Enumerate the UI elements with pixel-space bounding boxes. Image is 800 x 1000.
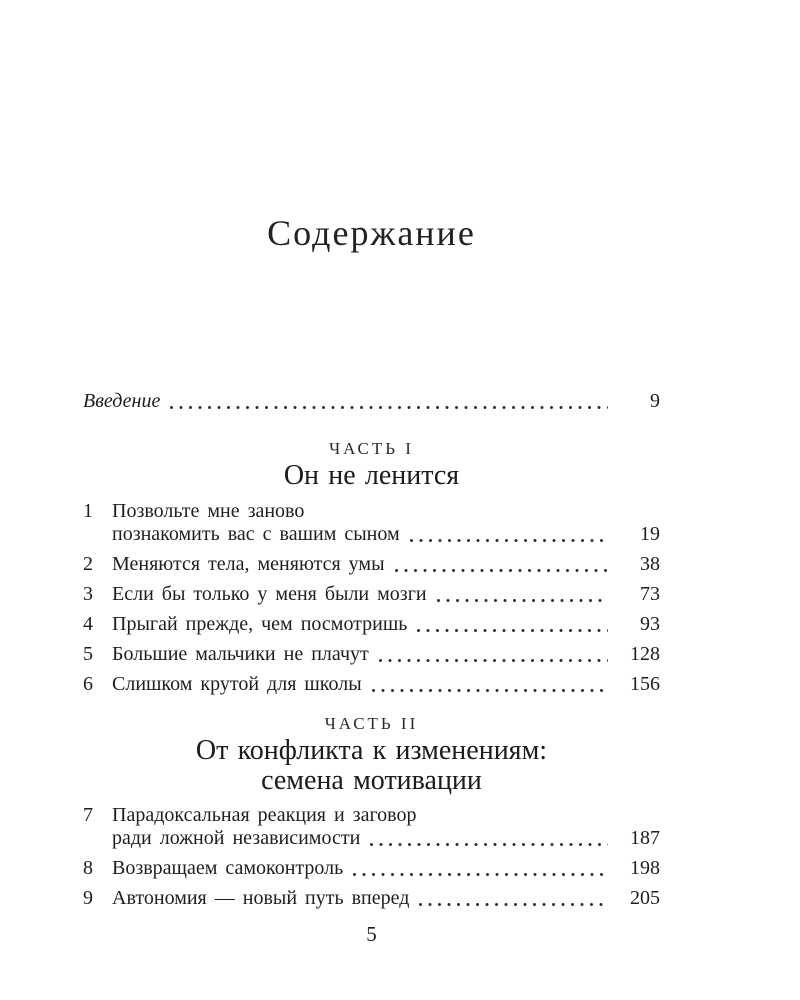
entry-body	[112, 857, 660, 880]
entry-last-line	[112, 613, 660, 636]
toc-entry	[83, 553, 660, 576]
entry-body	[112, 804, 660, 850]
entry-body	[112, 583, 660, 606]
toc-entry	[83, 643, 660, 666]
entry-title-line: Позвольте мне заново	[112, 500, 305, 522]
part-2-kicker: ЧАСТЬ II	[324, 714, 419, 733]
entry-number: 8	[83, 857, 93, 879]
entry-last-line	[112, 827, 660, 850]
dots-leader	[419, 903, 608, 906]
entry-page-number: 198	[630, 857, 660, 879]
entry-number: 4	[83, 613, 93, 635]
entry-page-number: 73	[640, 583, 660, 605]
page-title: Содержание	[267, 213, 476, 253]
dots-leader	[353, 873, 608, 876]
entry-body	[112, 500, 660, 546]
entry-page-number: 187	[630, 827, 660, 849]
entry-number: 5	[83, 643, 93, 665]
dots-leader	[395, 569, 608, 572]
entry-number: 9	[83, 887, 93, 909]
toc-entry	[83, 583, 660, 606]
intro-entry	[83, 390, 660, 413]
entry-last-line	[112, 673, 660, 696]
entry-last-line	[112, 857, 660, 880]
toc-entry	[83, 500, 660, 546]
entry-number: 7	[83, 804, 93, 826]
part-1-heading: Он не ленится	[283, 460, 460, 491]
dots-leader	[379, 659, 608, 662]
dots-leader	[410, 539, 608, 542]
part-1-entries	[83, 500, 660, 696]
entry-number: 1	[83, 500, 93, 522]
toc-entry	[83, 804, 660, 850]
entry-last-line	[112, 583, 660, 606]
entry-body	[112, 887, 660, 910]
entry-title-line: Парадоксальная реакция и заговор	[112, 804, 417, 826]
entry-number: 3	[83, 583, 93, 605]
entry-title-line: Автономия — новый путь вперед	[112, 887, 410, 909]
part-1-kicker: ЧАСТЬ I	[329, 439, 414, 458]
entry-title-line: Возвращаем самоконтроль	[112, 857, 344, 879]
entry-title-line: ради ложной независимости	[112, 827, 361, 849]
intro-label: Введение	[83, 390, 161, 412]
entry-body	[112, 643, 660, 666]
entry-number: 2	[83, 553, 93, 575]
dots-leader	[372, 689, 608, 692]
part-2-entries	[83, 804, 660, 910]
dots-leader	[417, 629, 608, 632]
entry-title-line: Если бы только у меня были мозги	[112, 583, 427, 605]
entry-last-line	[112, 553, 660, 576]
entry-page-number: 19	[640, 523, 660, 545]
entry-body	[112, 613, 660, 636]
dots-leader	[170, 406, 608, 409]
toc-content	[83, 0, 660, 946]
entry-last-line	[112, 643, 660, 666]
entry-title-line: Меняются тела, меняются умы	[112, 553, 385, 575]
dots-leader	[370, 843, 608, 846]
intro-page-number: 9	[650, 390, 660, 412]
toc-entry	[83, 613, 660, 636]
entry-title-line: познакомить вас с вашим сыном	[112, 523, 400, 545]
part-2-heading	[83, 736, 660, 796]
entry-body	[112, 673, 660, 696]
entry-page-number: 205	[630, 887, 660, 909]
entry-title-line: Прыгай прежде, чем посмотришь	[112, 613, 408, 635]
entry-last-line	[112, 523, 660, 546]
part-2-heading-line-2: семена мотивации	[261, 765, 482, 796]
entry-body	[112, 553, 660, 576]
entry-page-number: 156	[630, 673, 660, 695]
part-2-heading-line-1: От конфликта к изменениям:	[195, 735, 548, 766]
toc-entry	[83, 857, 660, 880]
entry-page-number: 38	[640, 553, 660, 575]
entry-last-line	[112, 887, 660, 910]
entry-number: 6	[83, 673, 93, 695]
entry-page-number: 128	[630, 643, 660, 665]
entry-page-number: 93	[640, 613, 660, 635]
toc-entry	[83, 887, 660, 910]
dots-leader	[437, 599, 608, 602]
footer-page-number: 5	[366, 922, 377, 946]
entry-title-line: Большие мальчики не плачут	[112, 643, 369, 665]
toc-entry	[83, 673, 660, 696]
entry-title-line: Слишком крутой для школы	[112, 673, 362, 695]
